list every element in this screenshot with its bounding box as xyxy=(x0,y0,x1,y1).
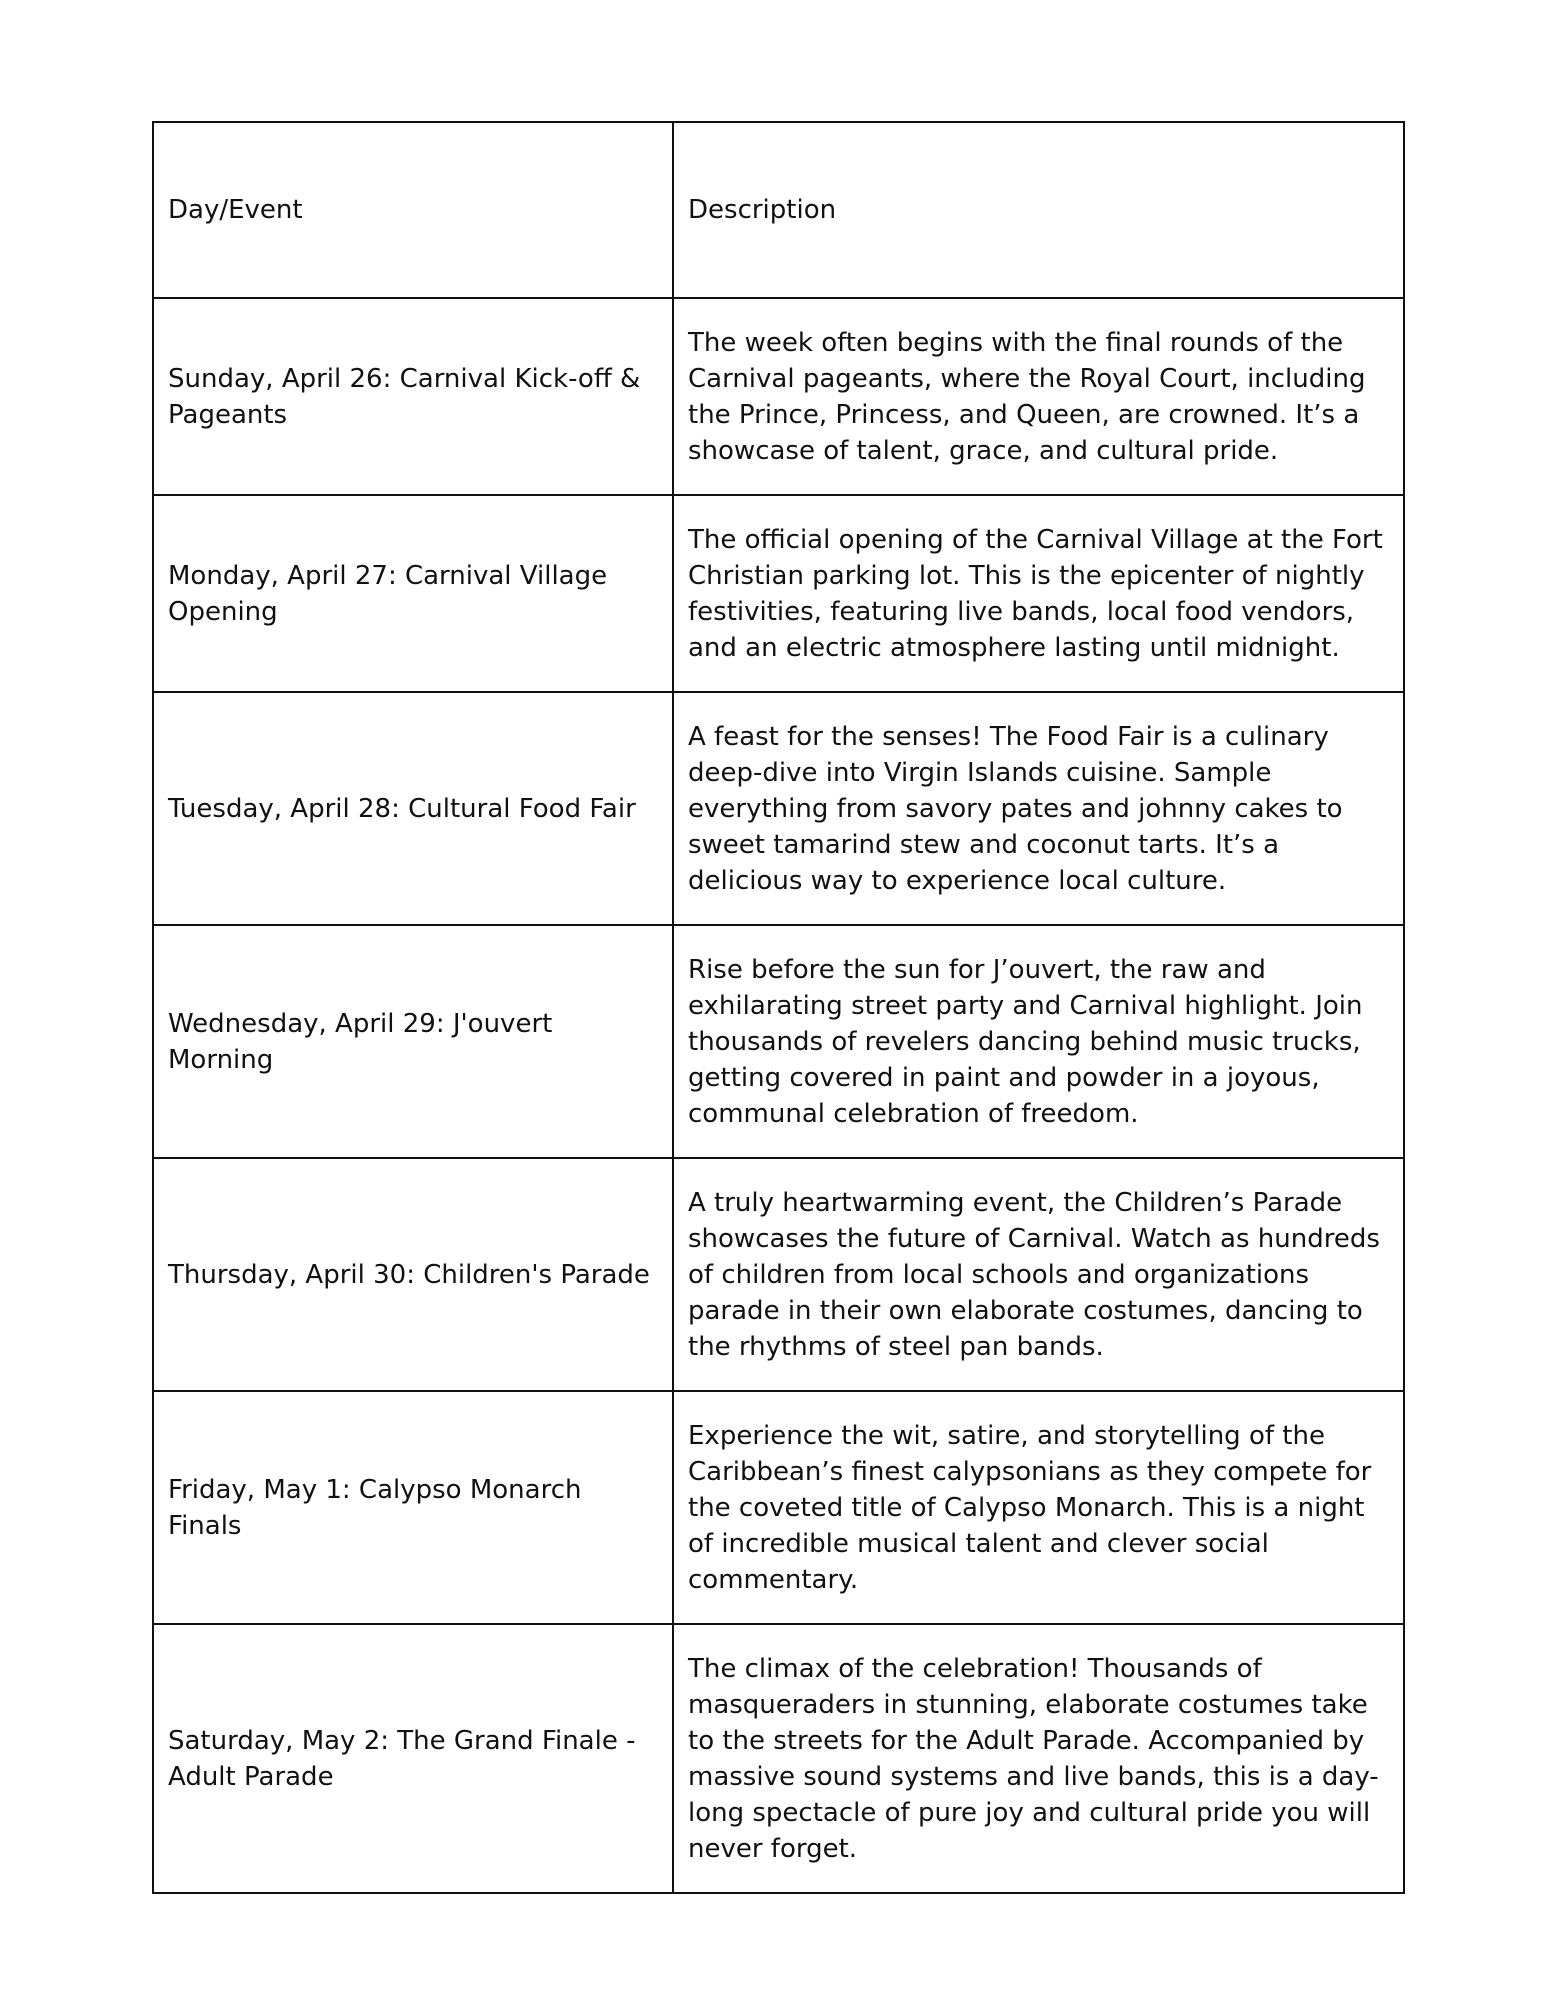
table-row xyxy=(153,1624,1404,1893)
table-row xyxy=(153,1391,1404,1624)
table-row xyxy=(153,298,1404,495)
table-row xyxy=(153,1158,1404,1391)
table-header-row xyxy=(153,122,1404,298)
description-cell: The official opening of the Carnival Village at the Fort Christian parking lot. This is the epicenter of nightly festivities, featuring live bands, local food vendors, and an electric atmosphere lasting until midnight. xyxy=(673,495,1404,692)
table-row xyxy=(153,925,1404,1158)
description-cell: A truly heartwarming event, the Children’s Parade showcases the future of Carnival. Watch as hundreds of children from local schools and organizations parade in their own elaborate costumes, dancing to the rhythms of steel pan bands. xyxy=(673,1158,1404,1391)
description-cell: Rise before the sun for J’ouvert, the raw and exhilarating street party and Carnival highlight. Join thousands of revelers dancing behind music trucks, getting covered in paint and powder in a joyous, communal celebration of freedom. xyxy=(673,925,1404,1158)
event-cell: Monday, April 27: Carnival Village Opening xyxy=(153,495,673,692)
table-row xyxy=(153,495,1404,692)
event-cell: Wednesday, April 29: J'ouvert Morning xyxy=(153,925,673,1158)
description-cell: The week often begins with the final rounds of the Carnival pageants, where the Royal Court, including the Prince, Princess, and Queen, are crowned. It’s a showcase of talent, grace, and cultural pride. xyxy=(673,298,1404,495)
header-description: Description xyxy=(673,122,1404,298)
header-day-event: Day/Event xyxy=(153,122,673,298)
event-cell: Friday, May 1: Calypso Monarch Finals xyxy=(153,1391,673,1624)
event-cell: Saturday, May 2: The Grand Finale - Adult Parade xyxy=(153,1624,673,1893)
table-row xyxy=(153,692,1404,925)
description-cell: Experience the wit, satire, and storytelling of the Caribbean’s finest calypsonians as they compete for the coveted title of Calypso Monarch. This is a night of incredible musical talent and clever social commentary. xyxy=(673,1391,1404,1624)
carnival-schedule-table xyxy=(152,121,1405,1894)
event-cell: Thursday, April 30: Children's Parade xyxy=(153,1158,673,1391)
event-cell: Sunday, April 26: Carnival Kick-off & Pageants xyxy=(153,298,673,495)
event-cell: Tuesday, April 28: Cultural Food Fair xyxy=(153,692,673,925)
description-cell: The climax of the celebration! Thousands of masqueraders in stunning, elaborate costumes take to the streets for the Adult Parade. Accompanied by massive sound systems and live bands, this is a day-long spectacle of pure joy and cultural pride you will never forget. xyxy=(673,1624,1404,1893)
description-cell: A feast for the senses! The Food Fair is a culinary deep-dive into Virgin Islands cuisine. Sample everything from savory pates and johnny cakes to sweet tamarind stew and coconut tarts. It’s a delicious way to experience local culture. xyxy=(673,692,1404,925)
